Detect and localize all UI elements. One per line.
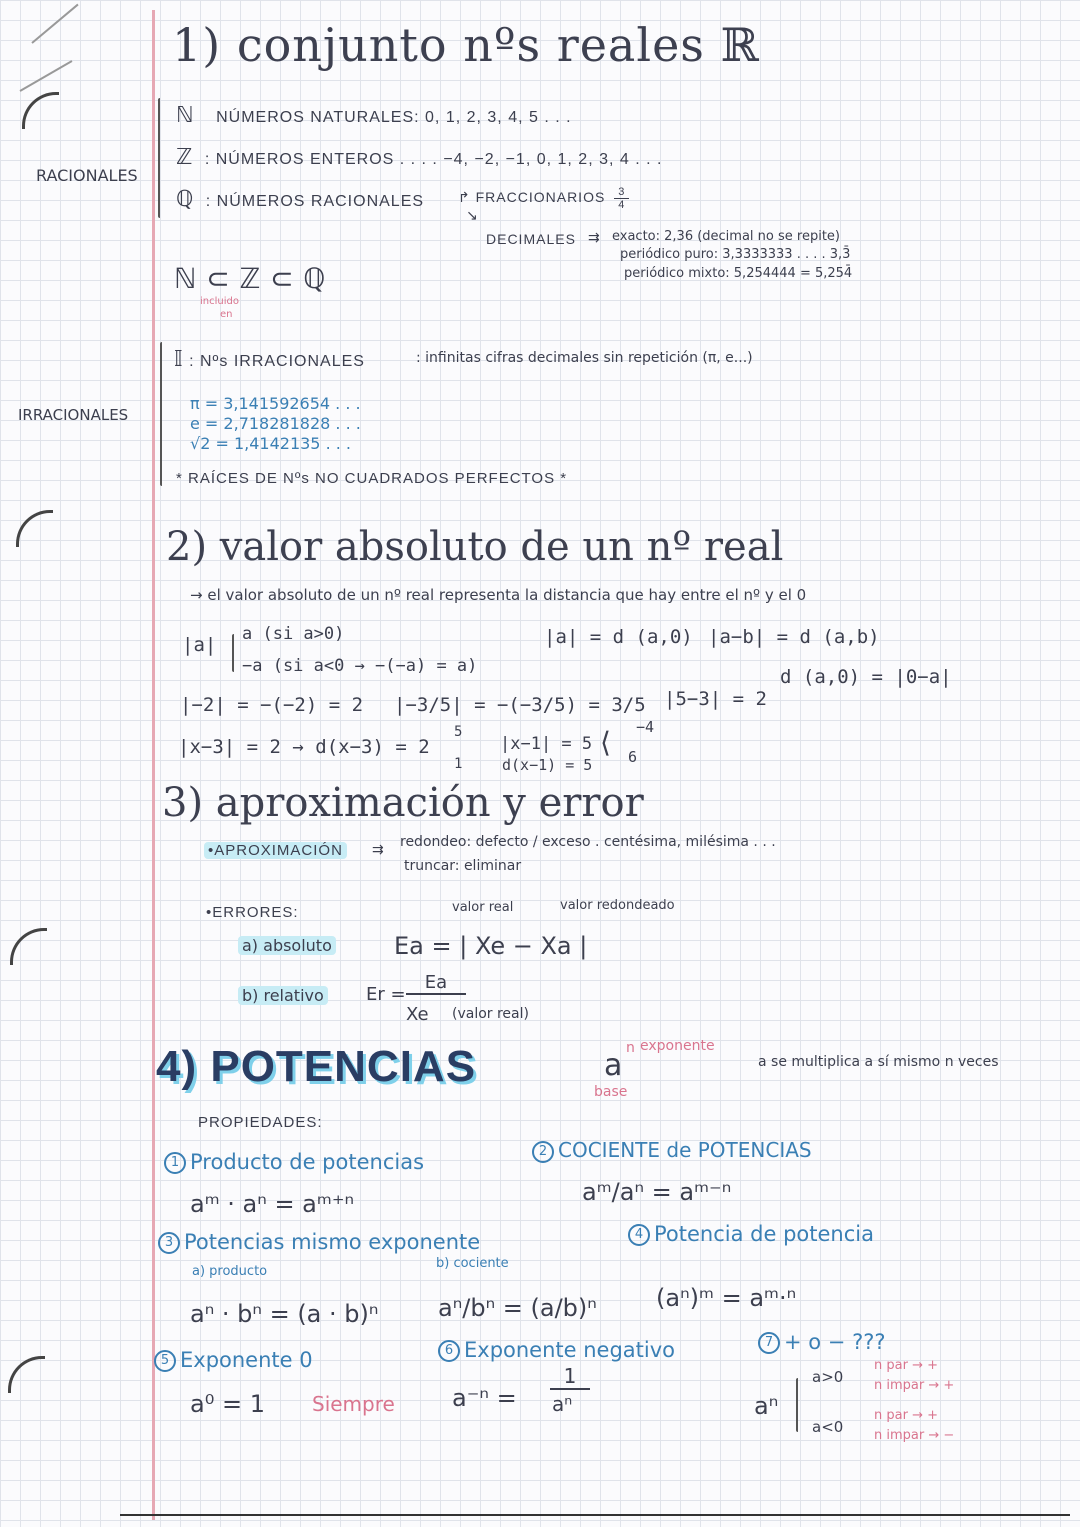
case-a-negative: a<0 [812,1418,844,1436]
side-label-irracionales: IRRACIONALES [18,406,129,424]
property-5-note: Siempre [312,1392,395,1416]
pencil-mark [31,4,78,44]
case-pos-par: n par → + [874,1358,938,1373]
abs-value-definition: → el valor absoluto de un nº real representa la distancia que hay entre el nº y el 0 [190,586,807,604]
section-2-title: 2) valor absoluto de un nº real [166,524,784,570]
irracionales-desc: : infinitas cifras decimales sin repetición (π, e...) [416,350,753,366]
property-6-formula: a⁻ⁿ = [452,1384,517,1412]
abs-equation-2-sol-a: −4 [636,718,655,736]
property-6-numerator: 1 [550,1364,590,1390]
set-n-symbol: ℕ [176,102,195,127]
distance-a0-alt: d (a,0) = |0−a| [780,666,952,688]
fraccionarios-row [458,186,629,211]
error-absoluto-formula: Ea = | Xe − Xa | [394,932,588,960]
irracionales-row [174,346,365,372]
property-4-formula: (aⁿ)ᵐ = aᵐ·ⁿ [656,1284,797,1312]
error-relativo-note: (valor real) [452,1006,529,1022]
property-7-label: + o − ??? [784,1330,886,1354]
abs-case-positive: a (si a>0) [242,624,345,644]
abs-example-1: |−2| = −(−2) = 2 [180,694,364,716]
valor-redondeado-note: valor redondeado [560,898,675,913]
section-1-title: 1) conjunto nºs reales ℝ [172,18,760,72]
number-7-icon: 7 [758,1332,780,1354]
case-pos-impar: n impar → + [874,1378,955,1393]
fraction-numerator: 3 [614,186,629,199]
brace-irracionales [160,342,162,486]
property-4-label: Potencia de potencia [654,1222,874,1246]
pencil-mark [20,60,73,92]
arrow-down-icon: ↘ [466,208,478,224]
power-exponent-n: n [626,1040,635,1056]
truncar-text: truncar: eliminar [404,858,522,874]
number-2-icon: 2 [532,1141,554,1163]
distance-a0: |a| = d (a,0) [544,626,693,648]
decimal-exacto: exacto: 2,36 (decimal no se repite) [612,229,840,244]
page-bottom-line [120,1514,1070,1516]
errores-label: •ERRORES: [206,904,299,921]
error-relativo-er: Er = [366,984,406,1005]
property-3a-label: a) producto [192,1264,268,1279]
number-4-icon: 4 [628,1224,650,1246]
error-relativo-denominator: Xe [406,1004,429,1025]
en-note: en [220,309,233,320]
number-6-icon: 6 [438,1340,460,1362]
aproximacion-label: •APROXIMACIÓN [204,842,347,859]
property-7-base: aⁿ [754,1392,779,1420]
decimales-label: DECIMALES [486,231,576,247]
section-4-title: 4) POTENCIAS [156,1042,477,1091]
set-z-text: : NÚMEROS ENTEROS . . . . −4, −2, −1, 0, 1, 2, 3, 4 . . . [204,151,663,168]
brace-sign-cases [796,1378,798,1432]
decimal-periodico-puro: periódico puro: 3,3333333 . . . . 3,3̄ [620,247,851,262]
abs-equation-2: |x−1| = 5 [500,734,593,754]
propiedades-label: PROPIEDADES: [198,1114,323,1131]
raices-note: * RAÍCES DE Nºs NO CUADRADOS PERFECTOS * [176,470,568,487]
branch-arrow-icon: ⇉ [372,842,384,858]
abs-a: |a| [182,634,217,656]
abs-equation-2-sol-b: 6 [628,748,638,766]
exponente-note: exponente [640,1038,715,1054]
abs-equation-1-sol-b: 1 [454,756,463,772]
property-3-title [158,1230,480,1254]
binder-hole [10,928,47,965]
case-neg-impar: n impar → − [874,1428,955,1443]
property-3-label: Potencias mismo exponente [184,1230,481,1254]
property-3a-formula: aⁿ · bⁿ = (a · b)ⁿ [190,1300,379,1328]
error-relativo-numerator: Ea [406,972,466,995]
property-6-label: Exponente negativo [464,1338,676,1362]
valor-real-note: valor real [452,900,514,915]
number-5-icon: 5 [154,1350,176,1372]
property-5-label: Exponente 0 [180,1348,313,1372]
property-1-label: Producto de potencias [190,1150,425,1174]
property-2-formula: aᵐ/aⁿ = aᵐ⁻ⁿ [582,1178,732,1206]
redondeo-text: redondeo: defecto / exceso . centésima, milésima . . . [400,834,776,850]
base-note: base [594,1084,628,1100]
set-i-symbol: 𝕀 [174,346,184,371]
set-i-text: : Nºs IRRACIONALES [189,353,365,370]
abs-case-negative: −a (si a<0 → −(−a) = a) [242,656,478,676]
property-1-formula: aᵐ · aⁿ = aᵐ⁺ⁿ [190,1190,355,1218]
property-2-label: COCIENTE de POTENCIAS [558,1138,812,1162]
decimal-periodico-mixto: periódico mixto: 5,254444 = 5,254̄ [624,266,853,281]
set-z-row [176,144,662,170]
property-2-title [532,1138,812,1163]
fraction-denominator: 4 [618,199,626,211]
set-n-row [176,102,572,128]
binder-hole [16,510,53,547]
set-q-symbol: ℚ [176,186,195,211]
property-3b-formula: aⁿ/bⁿ = (a/b)ⁿ [438,1294,597,1322]
chevron-left-icon: ⟨ [600,726,611,759]
property-5-title [154,1348,313,1372]
brace-racionales [158,98,160,218]
case-neg-par: n par → + [874,1408,938,1423]
sqrt2-value: √2 = 1,4142135 . . . [190,434,351,453]
property-3b-label: b) cociente [436,1256,509,1271]
fraccionarios-label: FRACCIONARIOS [475,189,606,206]
side-label-racionales: RACIONALES [36,166,138,185]
pi-value: π = 3,141592654 . . . [190,394,361,413]
fraction [614,186,629,211]
inclusion-chain: ℕ ⊂ ℤ ⊂ ℚ [174,263,327,294]
incluido-note: incluido [200,296,239,307]
power-description: a se multiplica a sí mismo n veces [758,1054,999,1070]
power-base: a [604,1048,623,1083]
case-a-positive: a>0 [812,1368,844,1386]
section-3-title: 3) aproximación y error [162,780,644,826]
abs-example-3: |5−3| = 2 [664,688,767,710]
e-value: e = 2,718281828 . . . [190,414,361,433]
set-q-row [176,186,424,212]
property-1-title [164,1150,424,1174]
number-3-icon: 3 [158,1232,180,1254]
abs-example-2: |−3/5| = −(−3/5) = 3/5 [394,694,646,716]
binder-hole [22,92,59,129]
binder-hole [8,1356,45,1393]
distance-ab: |a−b| = d (a,b) [708,626,880,648]
property-6-title [438,1338,675,1362]
error-relativo-label: b) relativo [238,986,328,1005]
property-4-title [628,1222,874,1246]
brace-cases [232,634,234,672]
property-7-title [758,1330,886,1354]
set-q-text: : NÚMEROS RACIONALES [205,193,425,210]
abs-equation-1: |x−3| = 2 → d(x−3) = 2 [178,736,430,758]
branch-arrow-icon: ⇉ [588,230,600,246]
abs-equation-2-dist: d(x−1) = 5 [502,756,593,774]
property-6-denominator: aⁿ [552,1392,573,1416]
error-absoluto-label: a) absoluto [238,936,336,955]
arrow-icon: ↱ [458,189,476,206]
abs-equation-1-sol-a: 5 [454,724,463,740]
set-z-symbol: ℤ [176,144,194,169]
margin-line [152,10,155,1520]
property-5-formula: a⁰ = 1 [190,1390,265,1418]
set-n-text: NÚMEROS NATURALES: 0, 1, 2, 3, 4, 5 . . . [216,109,572,126]
number-1-icon: 1 [164,1152,186,1174]
